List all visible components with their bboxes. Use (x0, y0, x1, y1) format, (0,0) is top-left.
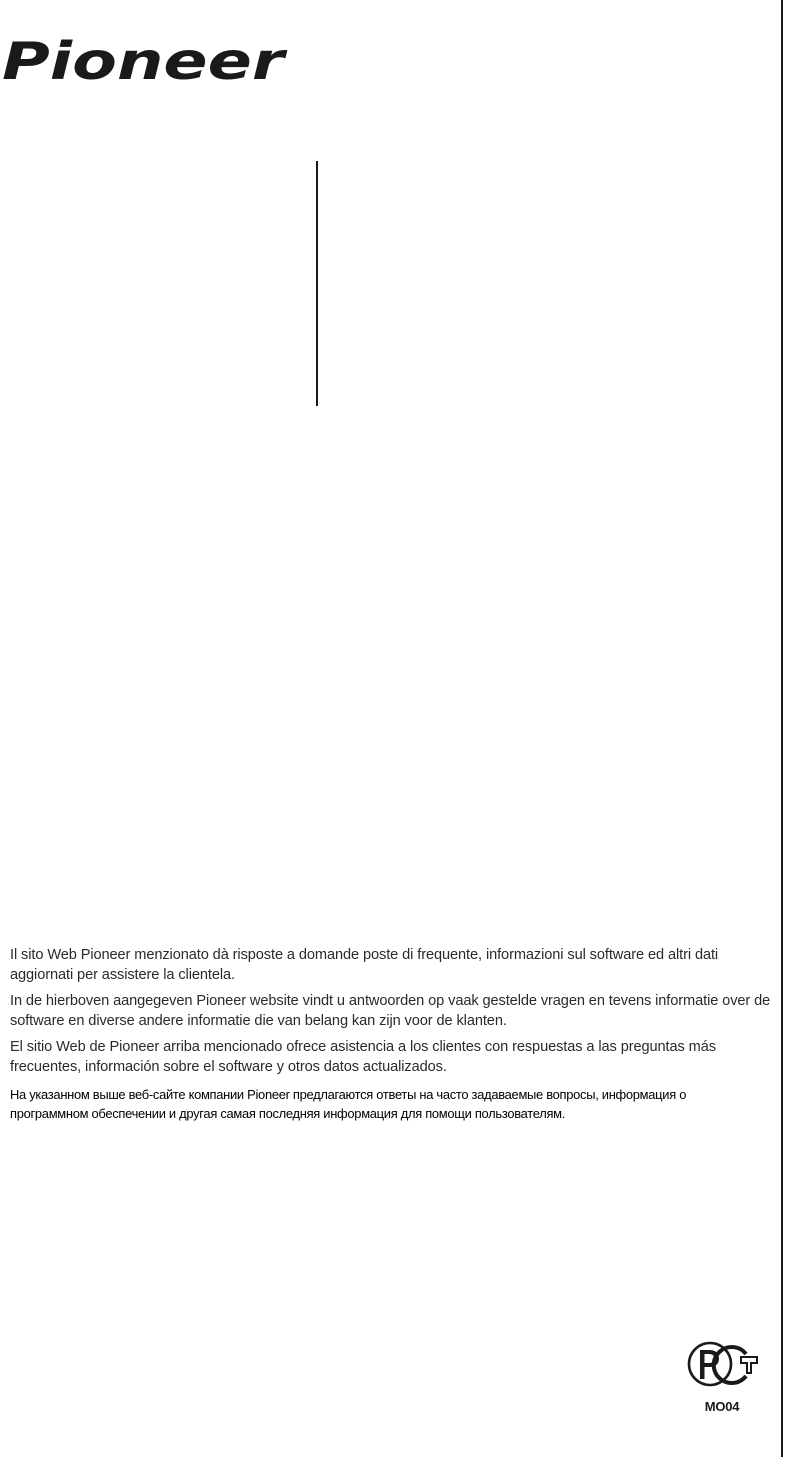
certification-code: MO04 (704, 1399, 740, 1414)
pct-certification-mark-icon (686, 1337, 758, 1393)
support-note-spanish: El sitio Web de Pioneer arriba mencionado ofrece asistencia a los clientes con respuestas a las preguntas más frecuentes, información sobre el software y otros datos actualizados. (10, 1039, 716, 1075)
pioneer-logo (0, 30, 290, 90)
pioneer-logo-text: Pioneer (2, 32, 289, 90)
support-notes (10, 946, 776, 1130)
page-right-border (781, 0, 783, 1457)
support-note-russian: На указанном выше веб-сайте компании Pioneer предлагаются ответы на часто задаваемые вопросы, информация о программном обеспечении и другая самая последняя информация для помощи пользователям. (10, 1087, 687, 1121)
vertical-divider (316, 161, 318, 406)
support-note-dutch: In de hierboven aangegeven Pioneer website vindt u antwoorden op vaak gestelde vragen en tevens informatie over de software en diverse andere informatie die van belang kan zijn voor de klanten. (10, 993, 771, 1029)
support-note-italian: Il sito Web Pioneer menzionato dà risposte a domande poste di frequente, informazioni sul software ed altri dati aggiornati per assistere la clientela. (10, 947, 719, 983)
certification-block (686, 1337, 758, 1423)
